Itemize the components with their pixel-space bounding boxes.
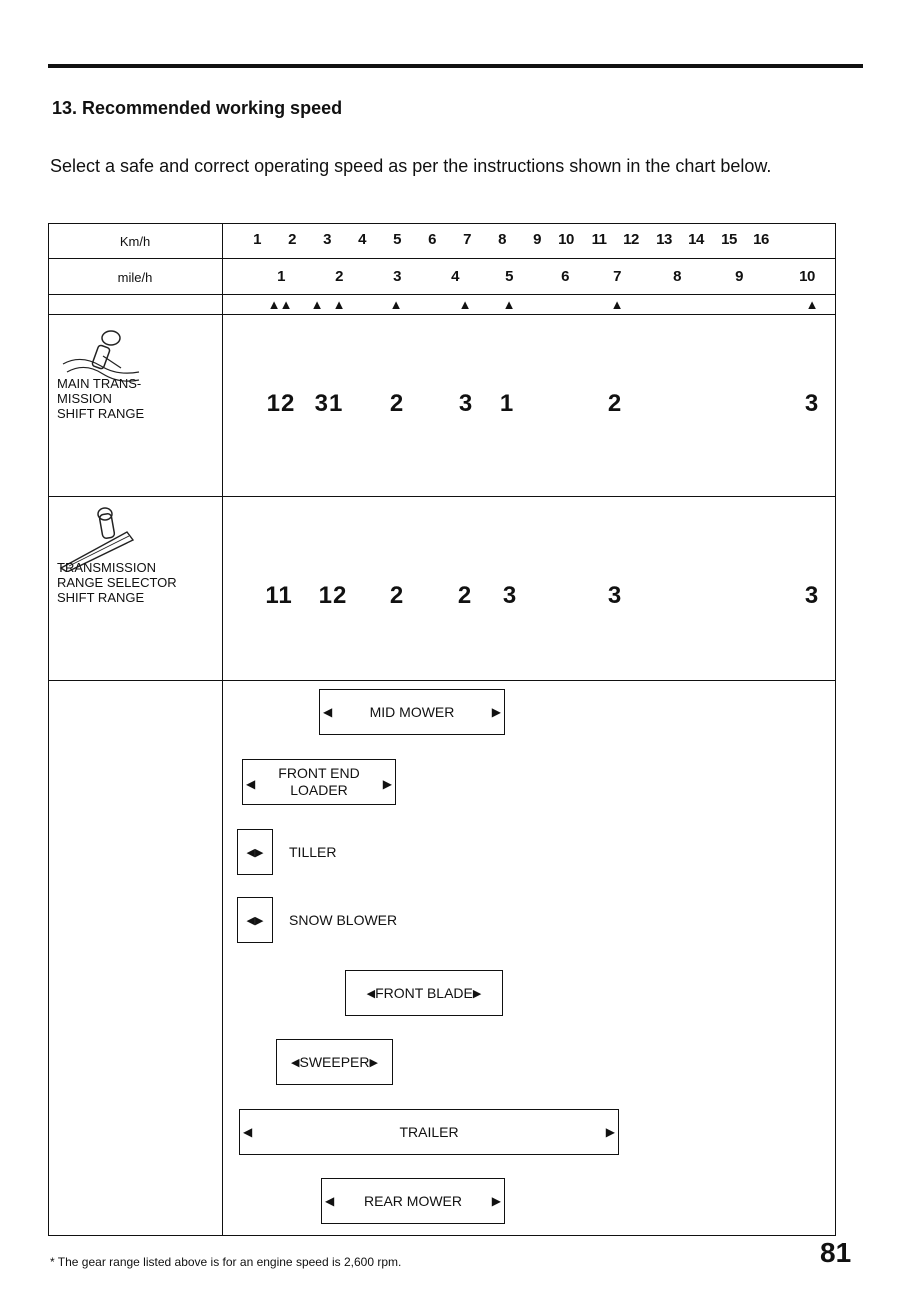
mph-value: 3 — [393, 268, 401, 285]
speed-marker: ▲ — [805, 297, 819, 312]
left-arrow-icon: ◀ — [366, 987, 376, 1000]
left-arrow-icon: ◀ — [325, 1194, 335, 1208]
right-arrow-icon: ▶ — [605, 1125, 615, 1139]
rear-mower-range — [321, 1178, 505, 1224]
left-arrow-icon: ◀ — [243, 1125, 253, 1139]
right-arrow-icon: ▶ — [491, 705, 501, 719]
mph-value: 6 — [561, 268, 569, 285]
gear-value: 2 — [457, 582, 473, 609]
speed-marker: ▲ — [267, 297, 281, 312]
speed-marker: ▲ — [332, 297, 346, 312]
mph-label: mile/h — [117, 270, 153, 285]
right-arrow-icon: ▶ — [382, 777, 392, 791]
mid-mower-range — [319, 689, 505, 735]
mph-value: 10 — [799, 268, 815, 285]
speed-marker: ▲ — [610, 297, 624, 312]
footnote: * The gear range listed above is for an engine speed is 2,600 rpm. — [50, 1255, 402, 1269]
gear-value: 2 — [389, 390, 405, 417]
gear-value: 3 — [607, 582, 623, 609]
front-blade-range — [345, 970, 503, 1016]
gear-value: 3 — [458, 390, 474, 417]
mph-value: 4 — [451, 268, 459, 285]
mph-value: 9 — [735, 268, 743, 285]
kmh-value: 16 — [753, 231, 769, 248]
mph-value: 7 — [613, 268, 621, 285]
intro-text: Select a safe and correct operating speed as per the instructions shown in the chart below. — [50, 156, 772, 176]
implement-label: FRONT BLADE — [375, 985, 473, 1001]
speed-marker: ▲ — [502, 297, 516, 312]
gear-value: 3 — [804, 582, 820, 609]
right-arrow-icon: ▶ — [369, 1056, 378, 1069]
sweeper-range — [276, 1039, 393, 1085]
gear-value: 3 — [502, 582, 518, 609]
main-transmission-label — [57, 376, 144, 421]
left-arrow-icon: ◀ — [246, 846, 255, 859]
kmh-value: 10 — [558, 231, 574, 248]
gear-value: 3 — [804, 390, 820, 417]
left-arrow-icon: ◀ — [323, 705, 333, 719]
kmh-value: 13 — [656, 231, 672, 248]
gear-value: 1 — [499, 390, 515, 417]
gear-value: 11 — [265, 582, 293, 609]
section-title: 13. Recommended working speed — [52, 98, 343, 118]
label-line: MAIN TRANS- — [57, 376, 142, 391]
implement-label: MID MOWER — [369, 704, 455, 720]
row-divider — [49, 496, 835, 497]
gear-value: 12 — [318, 582, 348, 609]
speed-marker: ▲ — [458, 297, 472, 312]
implement-label: REAR MOWER — [364, 1193, 462, 1209]
left-arrow-icon: ◀ — [246, 914, 255, 927]
kmh-value: 4 — [358, 231, 366, 248]
speed-marker: ▲ — [389, 297, 403, 312]
kmh-value: 1 — [253, 231, 261, 248]
kmh-value: 15 — [721, 231, 737, 248]
working-speed-chart — [48, 223, 836, 1236]
kmh-value: 14 — [688, 231, 704, 248]
row-divider — [49, 294, 835, 295]
label-line: SHIFT RANGE — [57, 590, 145, 605]
row-divider — [49, 258, 835, 259]
kmh-value: 8 — [498, 231, 506, 248]
label-line: RANGE SELECTOR — [57, 575, 177, 590]
kmh-value: 6 — [428, 231, 436, 248]
row-divider — [49, 680, 835, 681]
implement-label: FRONT END — [278, 765, 360, 781]
tiller-label: TILLER — [289, 844, 337, 860]
left-arrow-icon: ◀ — [246, 777, 256, 791]
kmh-value: 11 — [591, 231, 607, 248]
right-arrow-icon: ▶ — [255, 914, 264, 927]
kmh-value: 12 — [623, 231, 639, 248]
mph-value: 1 — [277, 268, 285, 285]
right-arrow-icon: ▶ — [491, 1194, 501, 1208]
top-rule — [48, 64, 863, 68]
kmh-value: 7 — [463, 231, 471, 248]
right-arrow-icon: ▶ — [472, 987, 482, 1000]
implement-label: TRAILER — [399, 1124, 459, 1140]
range-selector-label — [57, 560, 177, 605]
kmh-value: 5 — [393, 231, 401, 248]
implement-label: LOADER — [290, 782, 348, 798]
speed-marker: ▲ — [279, 297, 293, 312]
right-arrow-icon: ▶ — [255, 846, 264, 859]
gear-value: 2 — [607, 390, 623, 417]
trailer-range — [239, 1109, 619, 1155]
snow-blower-label: SNOW BLOWER — [289, 912, 398, 928]
label-line: TRANSMISSION — [57, 560, 156, 575]
mph-value: 5 — [505, 268, 513, 285]
row-divider — [49, 314, 835, 315]
label-line: SHIFT RANGE — [57, 406, 145, 421]
gear-value: 12 — [266, 390, 296, 417]
gear-value: 31 — [314, 390, 344, 417]
implement-label: SWEEPER — [299, 1054, 370, 1070]
tiller-range — [237, 829, 273, 875]
label-line: MISSION — [57, 391, 112, 406]
column-divider — [222, 224, 223, 1235]
mph-value: 2 — [335, 268, 343, 285]
snow-blower-range — [237, 897, 273, 943]
kmh-value: 2 — [288, 231, 296, 248]
front-end-loader-range — [242, 759, 396, 805]
speed-marker: ▲ — [310, 297, 324, 312]
page-number: 81 — [820, 1237, 852, 1268]
kmh-label: Km/h — [119, 234, 151, 249]
gear-value: 2 — [389, 582, 405, 609]
kmh-value: 3 — [323, 231, 331, 248]
kmh-value: 9 — [533, 231, 541, 248]
left-arrow-icon: ◀ — [291, 1056, 300, 1069]
mph-value: 8 — [673, 268, 681, 285]
